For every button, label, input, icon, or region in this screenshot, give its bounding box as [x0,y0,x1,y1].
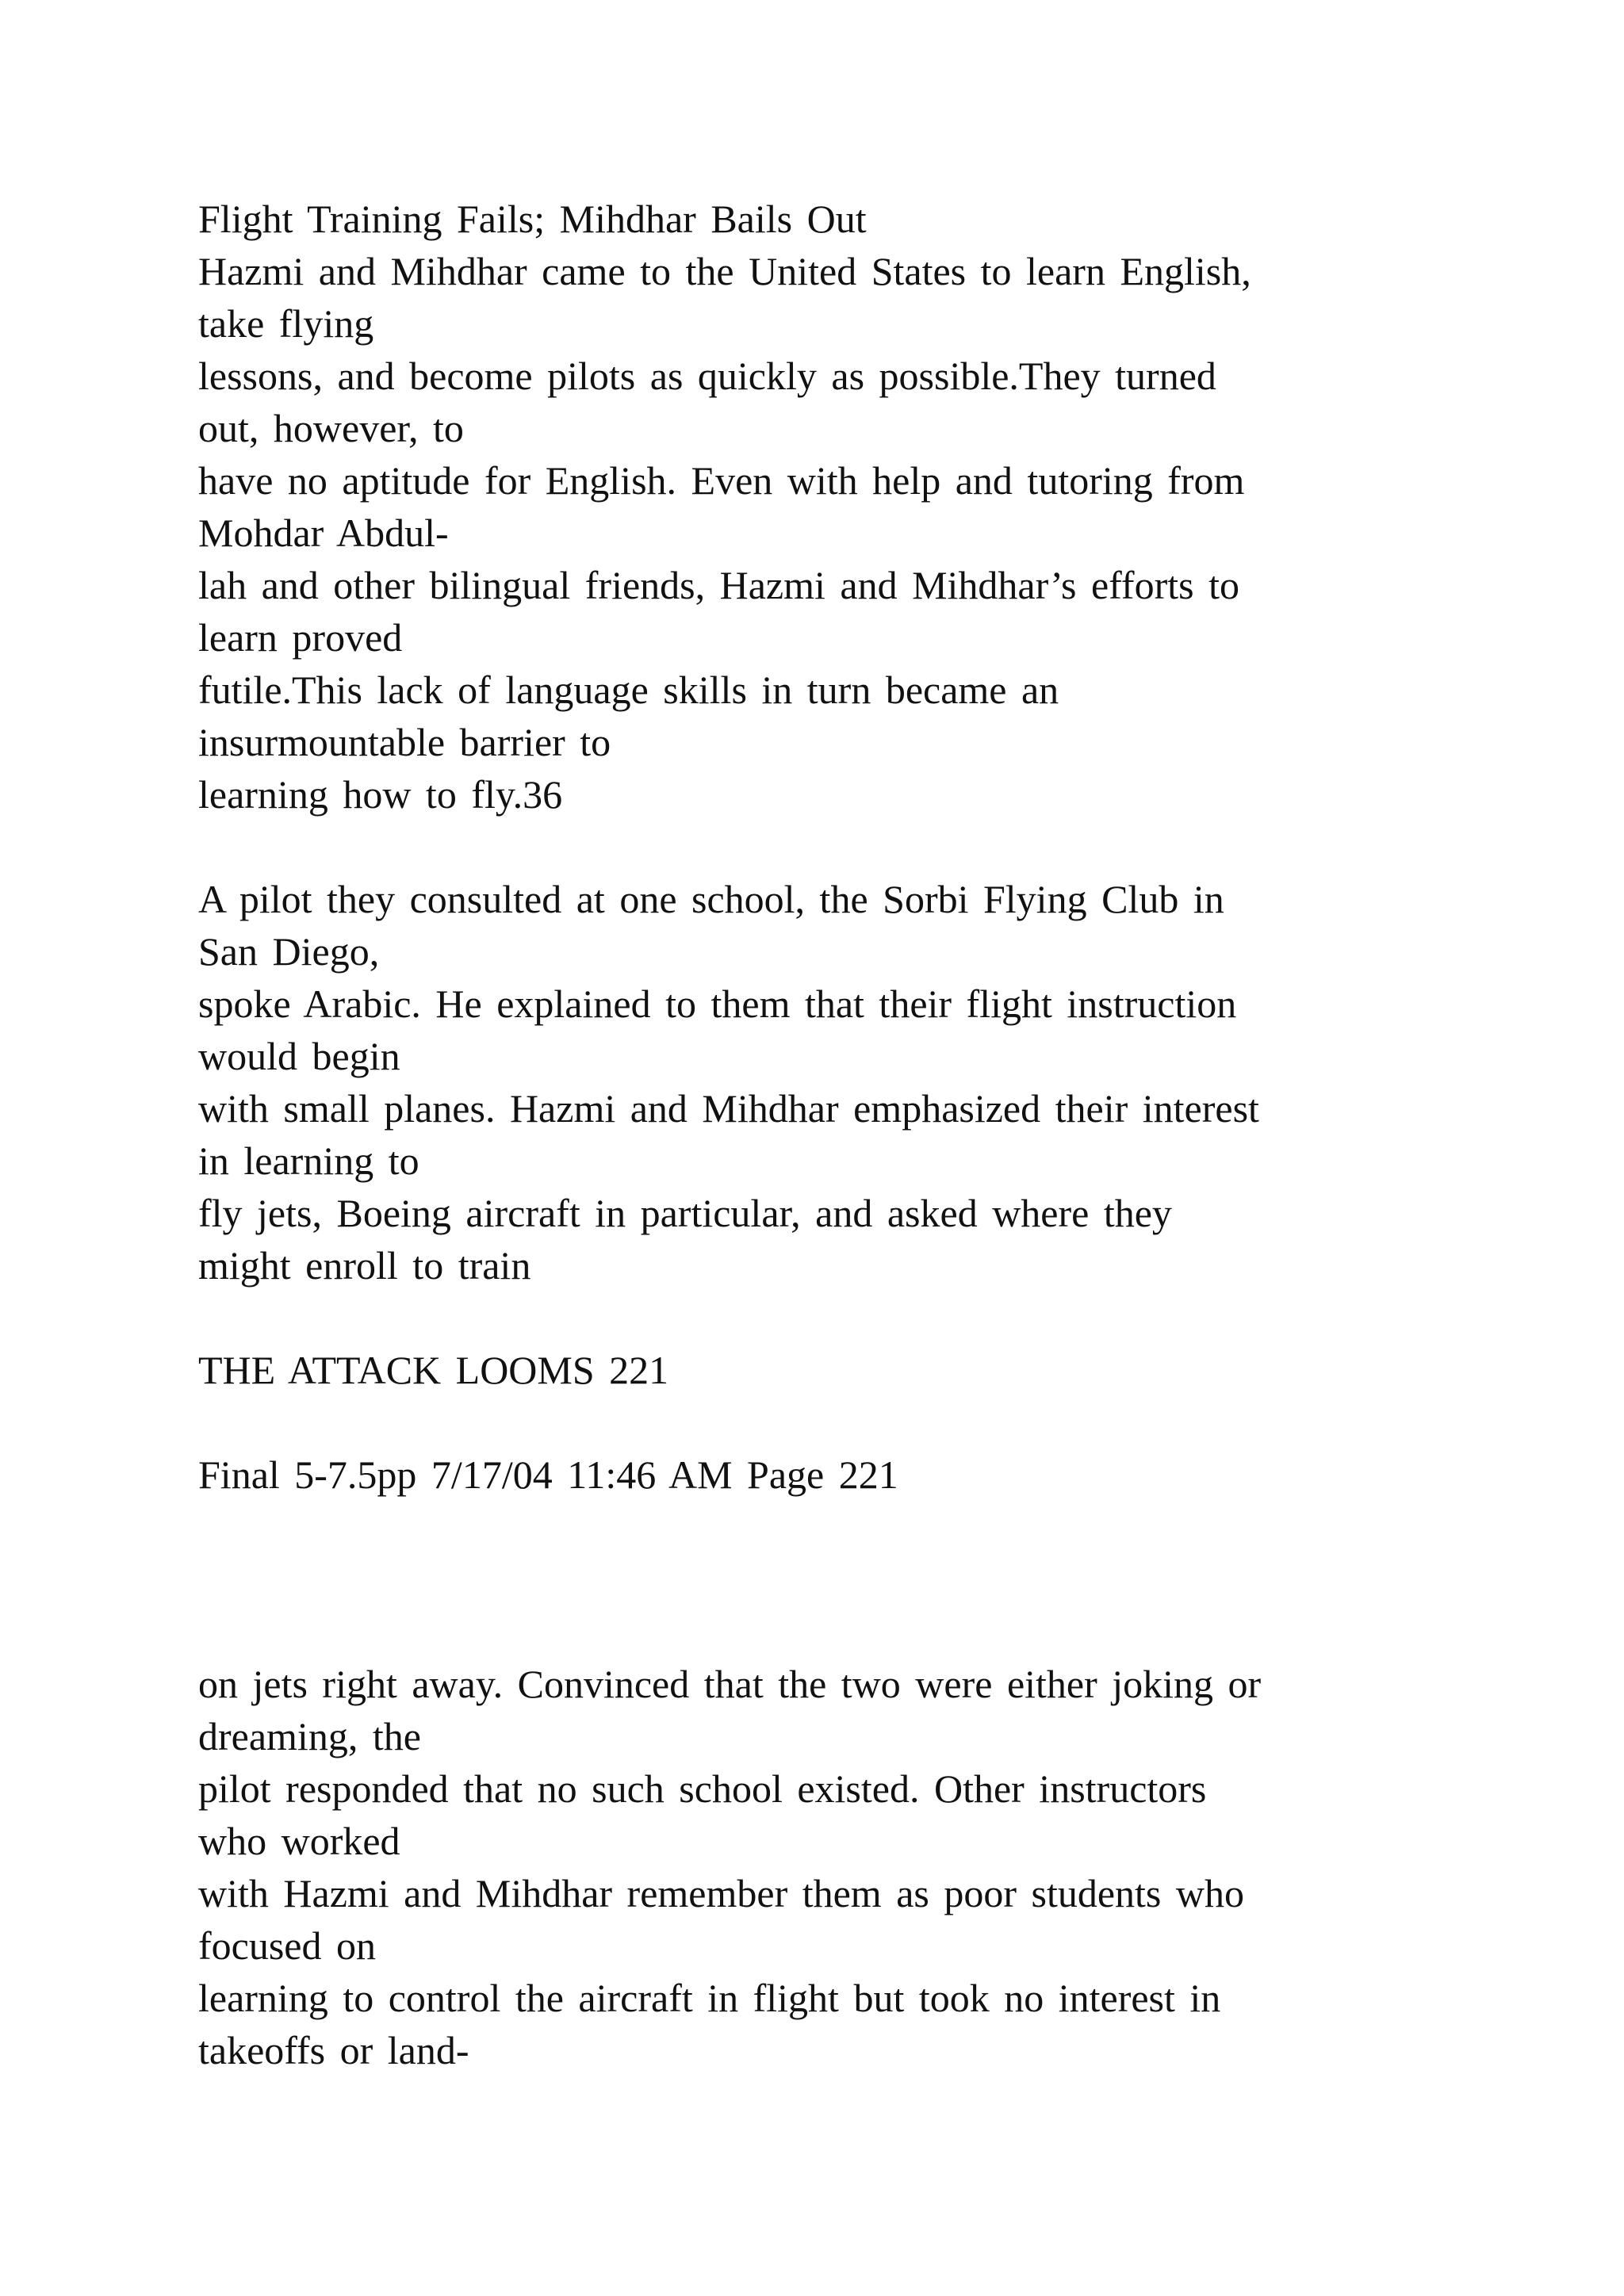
text-line: fly jets, Boeing aircraft in particular, and asked where they [198,1191,1172,1235]
text-line: lessons, and become pilots as quickly as possible.They turned [198,354,1216,398]
text-line: learn proved [198,615,403,660]
text-line: lah and other bilingual friends, Hazmi and Mihdhar’s efforts to [198,563,1239,607]
text-line: A pilot they consulted at one school, the Sorbi Flying Club in [198,877,1224,921]
running-header: THE ATTACK LOOMS 221 [198,1348,669,1392]
text-line: learning how to fly.36 [198,772,563,817]
text-line: on jets right away. Convinced that the two were either joking or [198,1662,1262,1706]
text-line: with small planes. Hazmi and Mihdhar emphasized their interest [198,1086,1259,1131]
text-line: with Hazmi and Mihdhar remember them as poor students who [198,1871,1244,1915]
text-line: spoke Arabic. He explained to them that their flight instruction [198,982,1237,1026]
text-line: futile.This lack of language skills in turn became an [198,668,1059,712]
text-line: Mohdar Abdul- [198,511,449,555]
text-line: might enroll to train [198,1243,531,1288]
section-title: Flight Training Fails; Mihdhar Bails Out [198,197,867,241]
text-line: out, however, to [198,406,464,450]
text-line: pilot responded that no such school existed. Other instructors [198,1766,1207,1811]
text-line: takeoffs or land- [198,2028,469,2072]
text-line: Hazmi and Mihdhar came to the United States to learn English, [198,249,1251,293]
text-line: would begin [198,1034,400,1078]
text-line: insurmountable barrier to [198,720,611,764]
text-line: dreaming, the [198,1714,421,1758]
text-line: take flying [198,301,374,346]
text-line: learning to control the aircraft in flight but took no interest in [198,1976,1221,2020]
text-line: San Diego, [198,929,380,974]
text-line: focused on [198,1923,376,1968]
print-footer: Final 5-7.5pp 7/17/04 11:46 AM Page 221 [198,1452,898,1497]
text-line: in learning to [198,1138,419,1183]
text-line: have no aptitude for English. Even with help and tutoring from [198,458,1245,503]
text-line: who worked [198,1819,400,1863]
